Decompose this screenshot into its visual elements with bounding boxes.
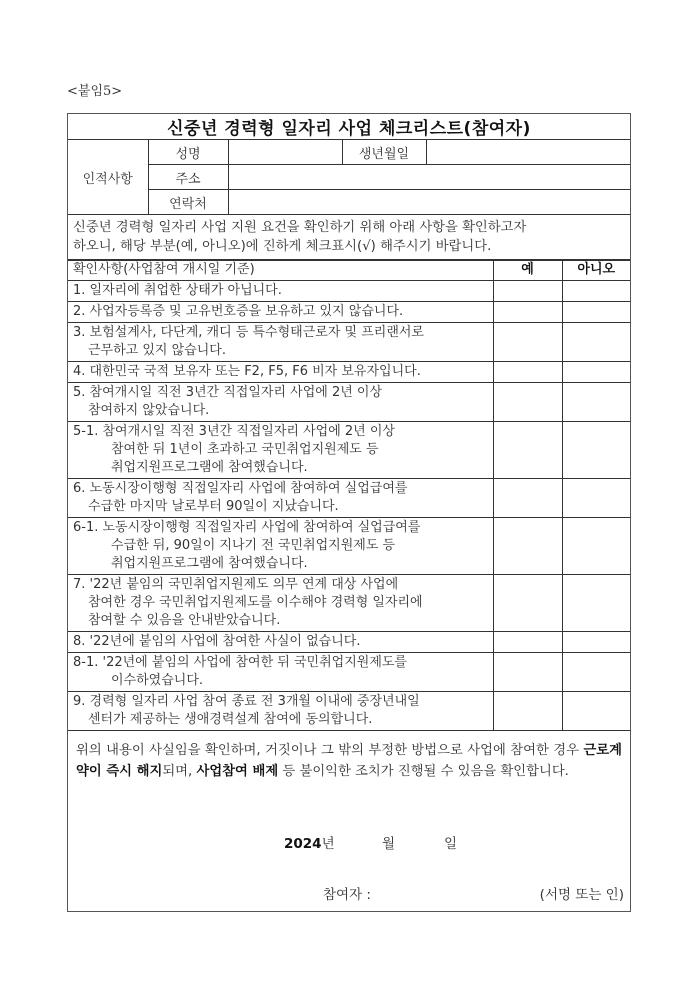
item-text: 4. 대한민국 국적 보유자 또는 F2, F5, F6 비자 보유자입니다.	[73, 364, 421, 379]
item-text-cont: 센터가 제공하는 생애경력설계 참여에 동의합니다.	[88, 712, 373, 727]
checklist-header-no: 아니오	[562, 261, 630, 281]
item-text-cont: 수급한 마지막 날로부터 90일이 지났습니다.	[88, 499, 339, 514]
item-text: 8-1. '22년에 붙임의 사업에 참여한 뒤 국민취업지원제도를	[73, 655, 407, 670]
yes-checkbox[interactable]	[493, 653, 562, 692]
checklist-row-6-1	[68, 518, 630, 575]
item-text-cont: 참여하지 않았습니다.	[88, 403, 210, 418]
date-month[interactable]: 월	[382, 836, 396, 852]
contact-label: 연락처	[148, 190, 228, 215]
contact-field[interactable]	[228, 190, 630, 215]
no-checkbox[interactable]	[562, 632, 630, 653]
attachment-label: <붙임5>	[67, 84, 123, 99]
checklist-table	[68, 260, 630, 731]
no-checkbox[interactable]	[562, 362, 630, 383]
birthdate-label: 생년월일	[342, 140, 426, 165]
pledge-text: 위의 내용이 사실임을 확인하며, 거짓이나 그 밖의 부정한 방법으로 사업에 참여한 경우	[76, 743, 584, 758]
year-suffix: 년	[321, 836, 335, 852]
no-checkbox[interactable]	[562, 479, 630, 518]
no-checkbox[interactable]	[562, 302, 630, 323]
item-text: 6-1. 노동시장이행형 직접일자리 사업에 참여하여 실업급여를	[73, 520, 421, 535]
no-checkbox[interactable]	[562, 281, 630, 302]
no-checkbox[interactable]	[562, 653, 630, 692]
personal-info-table	[68, 114, 630, 260]
yes-checkbox[interactable]	[493, 383, 562, 422]
item-text: 5. 참여개시일 직전 3년간 직접일자리 사업에 2년 이상	[73, 385, 383, 400]
name-field[interactable]	[228, 140, 342, 165]
yes-checkbox[interactable]	[493, 479, 562, 518]
checklist-row-8	[68, 632, 630, 653]
yes-checkbox[interactable]	[493, 575, 562, 632]
item-text-cont: 참여한 뒤 1년이 초과하고 국민취업지원제도 등	[111, 442, 379, 457]
year-number: 2024	[284, 836, 322, 852]
instructions	[68, 215, 630, 260]
item-text-cont: 참여한 경우 국민취업지원제도를 이수해야 경력형 일자리에	[88, 595, 423, 610]
yes-checkbox[interactable]	[493, 692, 562, 731]
checklist-header-yes: 예	[493, 261, 562, 281]
item-text-cont: 수급한 뒤, 90일이 지나기 전 국민취업지원제도 등	[111, 538, 396, 553]
date-day[interactable]: 일	[444, 836, 458, 852]
no-checkbox[interactable]	[562, 692, 630, 731]
item-text: 9. 경력형 일자리 사업 참여 종료 전 3개월 이내에 중장년내일	[73, 694, 420, 709]
pledge-text: 되며,	[162, 764, 197, 779]
yes-checkbox[interactable]	[493, 302, 562, 323]
item-text: 8. '22년에 붙임의 사업에 참여한 사실이 없습니다.	[73, 634, 361, 649]
checklist-row-3	[68, 323, 630, 362]
yes-checkbox[interactable]	[493, 281, 562, 302]
item-text-cont: 참여할 수 있음을 안내받았습니다.	[88, 613, 281, 628]
item-text: 2. 사업자등록증 및 고유번호증을 보유하고 있지 않습니다.	[73, 304, 404, 319]
pledge-text: 등 불이익한 조치가 진행될 수 있음을 확인합니다.	[278, 764, 569, 779]
address-field[interactable]	[228, 165, 630, 190]
item-text: 1. 일자리에 취업한 상태가 아닙니다.	[73, 283, 282, 298]
checklist-row-2	[68, 302, 630, 323]
pledge-statement	[76, 740, 622, 782]
yes-checkbox[interactable]	[493, 518, 562, 575]
form-title: 신중년 경력형 일자리 사업 체크리스트(참여자)	[68, 114, 630, 140]
address-label: 주소	[148, 165, 228, 190]
no-checkbox[interactable]	[562, 518, 630, 575]
checklist-row-5	[68, 383, 630, 422]
item-text: 7. '22년 붙임의 국민취업지원제도 의무 연계 대상 사업에	[73, 577, 399, 592]
item-text-cont: 근무하고 있지 않습니다.	[88, 343, 226, 358]
item-text-cont: 취업지원프로그램에 참여했습니다.	[111, 460, 308, 475]
checklist-row-7	[68, 575, 630, 632]
item-text-cont: 이수하였습니다.	[111, 673, 204, 688]
checklist-form	[67, 113, 631, 912]
item-text: 6. 노동시장이행형 직접일자리 사업에 참여하여 실업급여를	[73, 481, 408, 496]
checklist-row-1	[68, 281, 630, 302]
no-checkbox[interactable]	[562, 383, 630, 422]
instructions-line-1: 신중년 경력형 일자리 사업 지원 요건을 확인하기 위해 아래 사항을 확인하고자	[73, 220, 527, 235]
item-text-cont: 취업지원프로그램에 참여했습니다.	[111, 556, 308, 571]
participant-label: 참여자 :	[323, 887, 371, 903]
pledge-emphasis-exclusion: 사업참여 배제	[196, 764, 279, 779]
yes-checkbox[interactable]	[493, 422, 562, 479]
yes-checkbox[interactable]	[493, 323, 562, 362]
pledge-emphasis-contract: 근로계약이 즉시 해지	[76, 743, 622, 779]
yes-checkbox[interactable]	[493, 632, 562, 653]
date-year[interactable]	[284, 832, 335, 852]
checklist-row-9	[68, 692, 630, 731]
birthdate-field[interactable]	[426, 140, 630, 165]
checklist-row-5-1	[68, 422, 630, 479]
personal-info-label: 인적사항	[68, 140, 148, 215]
signature-field[interactable]: (서명 또는 인)	[539, 887, 624, 903]
name-label: 성명	[148, 140, 228, 165]
no-checkbox[interactable]	[562, 323, 630, 362]
checklist-row-8-1	[68, 653, 630, 692]
checklist-row-6	[68, 479, 630, 518]
no-checkbox[interactable]	[562, 575, 630, 632]
item-text: 5-1. 참여개시일 직전 3년간 직접일자리 사업에 2년 이상	[73, 424, 395, 439]
instructions-line-2: 하오니, 해당 부분(예, 아니오)에 진하게 체크표시(√) 해주시기 바랍니다.	[73, 239, 492, 254]
checklist-row-4	[68, 362, 630, 383]
item-text: 3. 보험설계사, 다단계, 캐디 등 특수형태근로자 및 프리랜서로	[73, 325, 424, 340]
no-checkbox[interactable]	[562, 422, 630, 479]
yes-checkbox[interactable]	[493, 362, 562, 383]
checklist-header-item: 확인사항(사업참여 개시일 기준)	[68, 261, 493, 281]
